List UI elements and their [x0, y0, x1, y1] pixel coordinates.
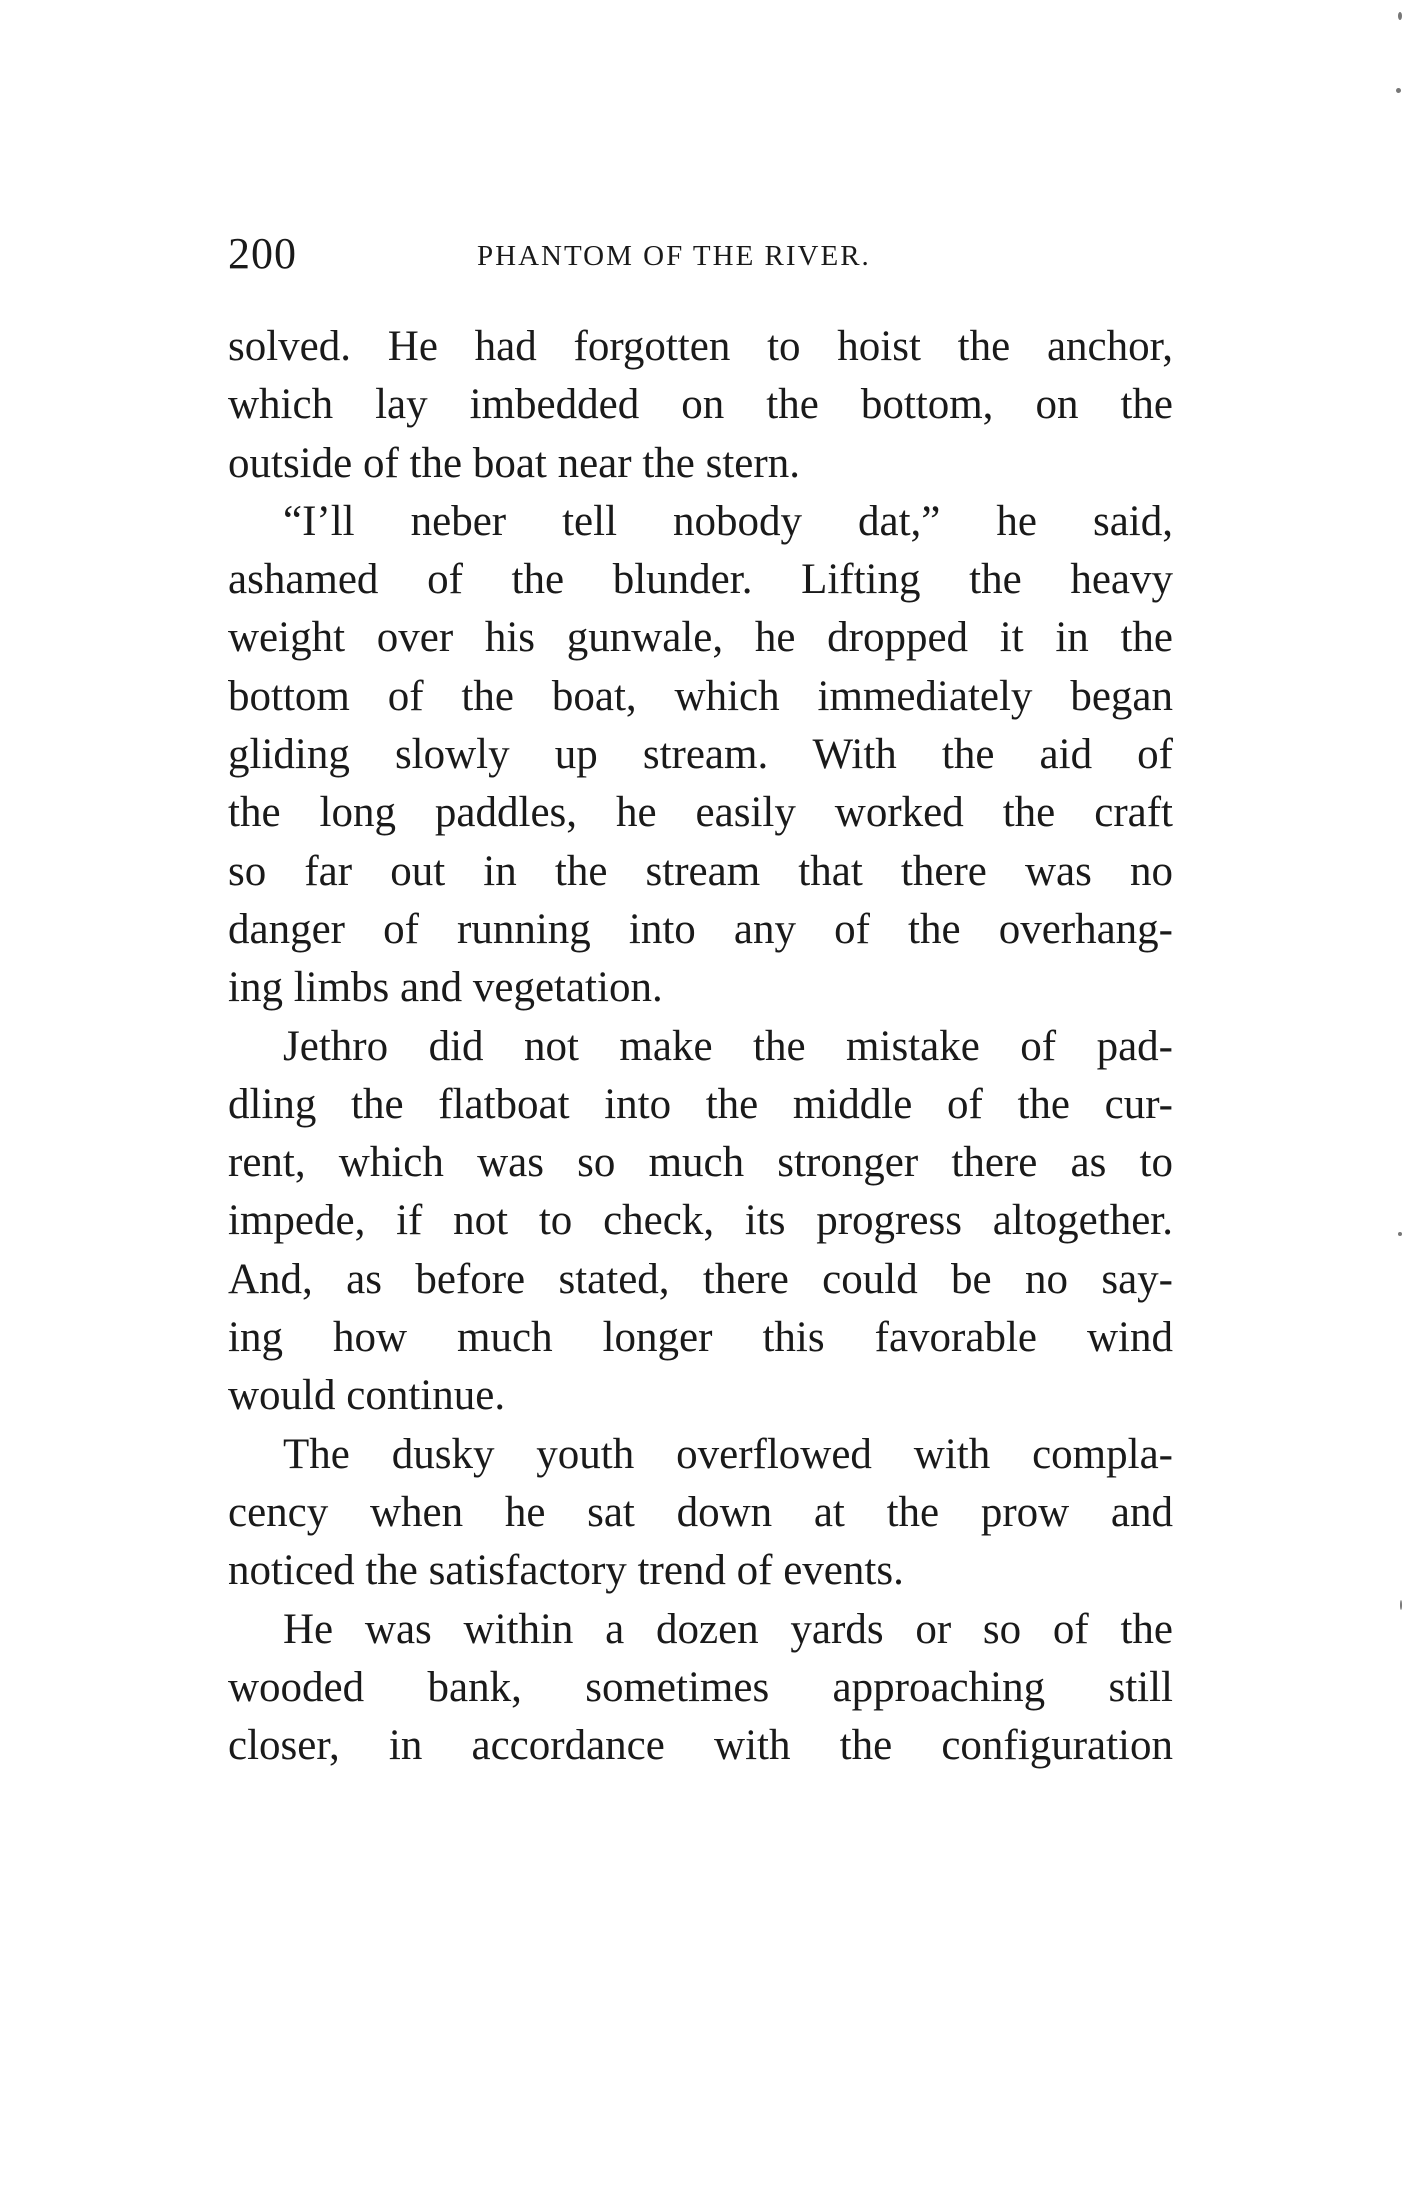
text-line: solved. He had forgotten to hoist the anchor,	[228, 323, 1173, 370]
text-line: would continue.	[228, 1372, 506, 1420]
text-line: closer, in accordance with the configuration	[228, 1722, 1173, 1770]
text-line: “I’ll neber tell nobody dat,” he said,	[283, 497, 1173, 545]
text-line: cency when he sat down at the prow and	[228, 1488, 1173, 1536]
text-line: gliding slowly up stream. With the aid of	[228, 731, 1173, 779]
body-text	[228, 318, 1173, 1775]
scan-speck	[1396, 88, 1401, 93]
text-line: He was within a dozen yards or so of the	[283, 1605, 1173, 1653]
page-number: 200	[228, 229, 297, 278]
text-line: ashamed of the blunder. Lifting the heavy	[228, 556, 1173, 604]
text-line: ing how much longer this favorable wind	[228, 1314, 1173, 1362]
text-line: noticed the satisfactory trend of events.	[228, 1547, 904, 1595]
text-line: weight over his gunwale, he dropped it in the	[228, 614, 1173, 662]
running-head	[228, 228, 1173, 288]
text-line: bottom of the boat, which immediately began	[228, 672, 1173, 720]
text-line: And, as before stated, there could be no say-	[228, 1255, 1173, 1303]
scan-speck	[1398, 12, 1402, 20]
text-line: which lay imbedded on the bottom, on the	[228, 381, 1173, 429]
running-title: PHANTOM OF THE RIVER.	[477, 240, 871, 272]
text-line: wooded bank, sometimes approaching still	[228, 1663, 1173, 1711]
text-line: so far out in the stream that there was no	[228, 847, 1173, 895]
text-line: the long paddles, he easily worked the craft	[228, 789, 1173, 837]
text-line: impede, if not to check, its progress altogether.	[228, 1197, 1173, 1245]
text-line: dling the flatboat into the middle of the cur-	[228, 1080, 1173, 1128]
scan-speck	[1398, 1232, 1402, 1236]
text-line: rent, which was so much stronger there as to	[228, 1139, 1173, 1187]
scan-speck	[1400, 1600, 1402, 1610]
text-line: The dusky youth overflowed with compla-	[283, 1430, 1173, 1478]
text-line: danger of running into any of the overhang-	[228, 905, 1173, 953]
text-line: Jethro did not make the mistake of pad-	[283, 1022, 1173, 1070]
text-line: outside of the boat near the stern.	[228, 439, 800, 487]
text-line: ing limbs and vegetation.	[228, 964, 663, 1012]
